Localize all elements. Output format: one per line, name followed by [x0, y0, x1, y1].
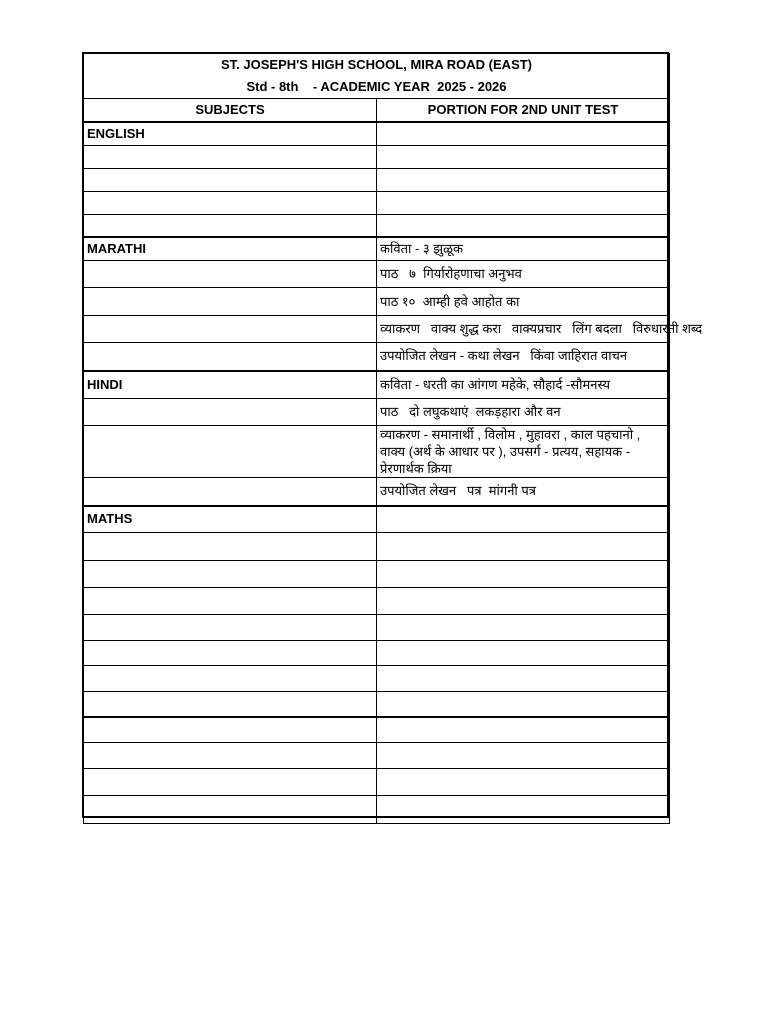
subject-cell — [84, 288, 377, 316]
table-row — [84, 237, 670, 261]
portion-cell: व्याकरण वाक्य शुद्ध करा वाक्यप्रचार लिंग बदला विरुधारती शब्द — [377, 316, 670, 343]
school-title: ST. JOSEPH'S HIGH SCHOOL, MIRA ROAD (EAST) — [84, 54, 670, 77]
table-row — [84, 399, 670, 426]
portion-cell — [377, 215, 670, 237]
table-row — [84, 561, 670, 588]
portion-cell — [377, 743, 670, 769]
portion-sheet — [83, 53, 703, 824]
table-row — [84, 615, 670, 641]
table-row — [84, 666, 670, 692]
subject-cell — [84, 641, 377, 666]
subject-cell — [84, 478, 377, 506]
table-row — [84, 261, 670, 288]
portion-cell — [377, 692, 670, 717]
subject-cell: ENGLISH — [84, 122, 377, 146]
subject-cell — [84, 743, 377, 769]
table-row — [84, 769, 670, 796]
subject-cell: HINDI — [84, 371, 377, 399]
table-row — [84, 343, 670, 371]
table-row — [84, 796, 670, 824]
portion-table — [83, 53, 703, 824]
subject-cell — [84, 561, 377, 588]
portion-column-header: PORTION FOR 2ND UNIT TEST — [377, 99, 670, 122]
portion-cell — [377, 666, 670, 692]
portion-cell — [377, 561, 670, 588]
table-row — [84, 169, 670, 192]
table-row — [84, 192, 670, 215]
table-row — [84, 506, 670, 533]
table-row — [84, 588, 670, 615]
subject-cell — [84, 717, 377, 743]
std-year-title: Std - 8th - ACADEMIC YEAR 2025 - 2026 — [84, 77, 670, 99]
portion-cell: कविता - धरती का आंगण महेके, सौहार्द -सौमनस्य — [377, 371, 670, 399]
table-row — [84, 478, 670, 506]
table-row — [84, 743, 670, 769]
subject-cell — [84, 215, 377, 237]
portion-cell — [377, 506, 670, 533]
portion-cell — [377, 146, 670, 169]
portion-cell: पाठ दो लघुकथाएं लकड़हारा और वन — [377, 399, 670, 426]
portion-cell — [377, 122, 670, 146]
subject-cell: MATHS — [84, 506, 377, 533]
subject-cell — [84, 426, 377, 478]
table-row — [84, 316, 670, 343]
table-row — [84, 641, 670, 666]
portion-cell: व्याकरण - समानार्थी , विलोम , मुहावरा , काल पहचानो , वाक्य (अर्थ के आधार पर ), उपसर्ग - प्रत्यय, सहायक - प्रेरणार्थक क्रिया — [377, 426, 670, 478]
subject-cell — [84, 615, 377, 641]
table-row — [84, 692, 670, 717]
portion-cell — [377, 533, 670, 561]
subject-cell — [84, 769, 377, 796]
table-row — [84, 533, 670, 561]
portion-cell — [377, 615, 670, 641]
subject-cell: MARATHI — [84, 237, 377, 261]
subject-cell — [84, 316, 377, 343]
table-row — [84, 717, 670, 743]
table-row — [84, 146, 670, 169]
portion-cell: पाठ १० आम्ही हवे आहोत का — [377, 288, 670, 316]
subject-cell — [84, 146, 377, 169]
portion-cell — [377, 169, 670, 192]
table-body — [84, 122, 703, 824]
subject-cell — [84, 588, 377, 615]
subjects-column-header: SUBJECTS — [84, 99, 377, 122]
portion-cell: कविता - ३ झुळूक — [377, 237, 670, 261]
table-row — [84, 215, 670, 237]
subject-cell — [84, 343, 377, 371]
portion-cell — [377, 796, 670, 824]
subject-cell — [84, 169, 377, 192]
subject-cell — [84, 399, 377, 426]
table-row — [84, 122, 670, 146]
table-row — [84, 288, 670, 316]
subject-cell — [84, 796, 377, 824]
portion-cell: पाठ ७ गिर्यारोहणाचा अनुभव — [377, 261, 670, 288]
portion-cell — [377, 192, 670, 215]
portion-cell — [377, 769, 670, 796]
subject-cell — [84, 261, 377, 288]
portion-cell — [377, 717, 670, 743]
subject-cell — [84, 192, 377, 215]
subject-cell — [84, 666, 377, 692]
table-row — [84, 371, 670, 399]
subject-cell — [84, 533, 377, 561]
table-row — [84, 426, 670, 478]
portion-cell — [377, 588, 670, 615]
subject-cell — [84, 692, 377, 717]
portion-cell: उपयोजित लेखन पत्र मांगनी पत्र — [377, 478, 670, 506]
portion-cell — [377, 641, 670, 666]
portion-cell: उपयोजित लेखन - कथा लेखन किंवा जाहिरात वाचन — [377, 343, 670, 371]
